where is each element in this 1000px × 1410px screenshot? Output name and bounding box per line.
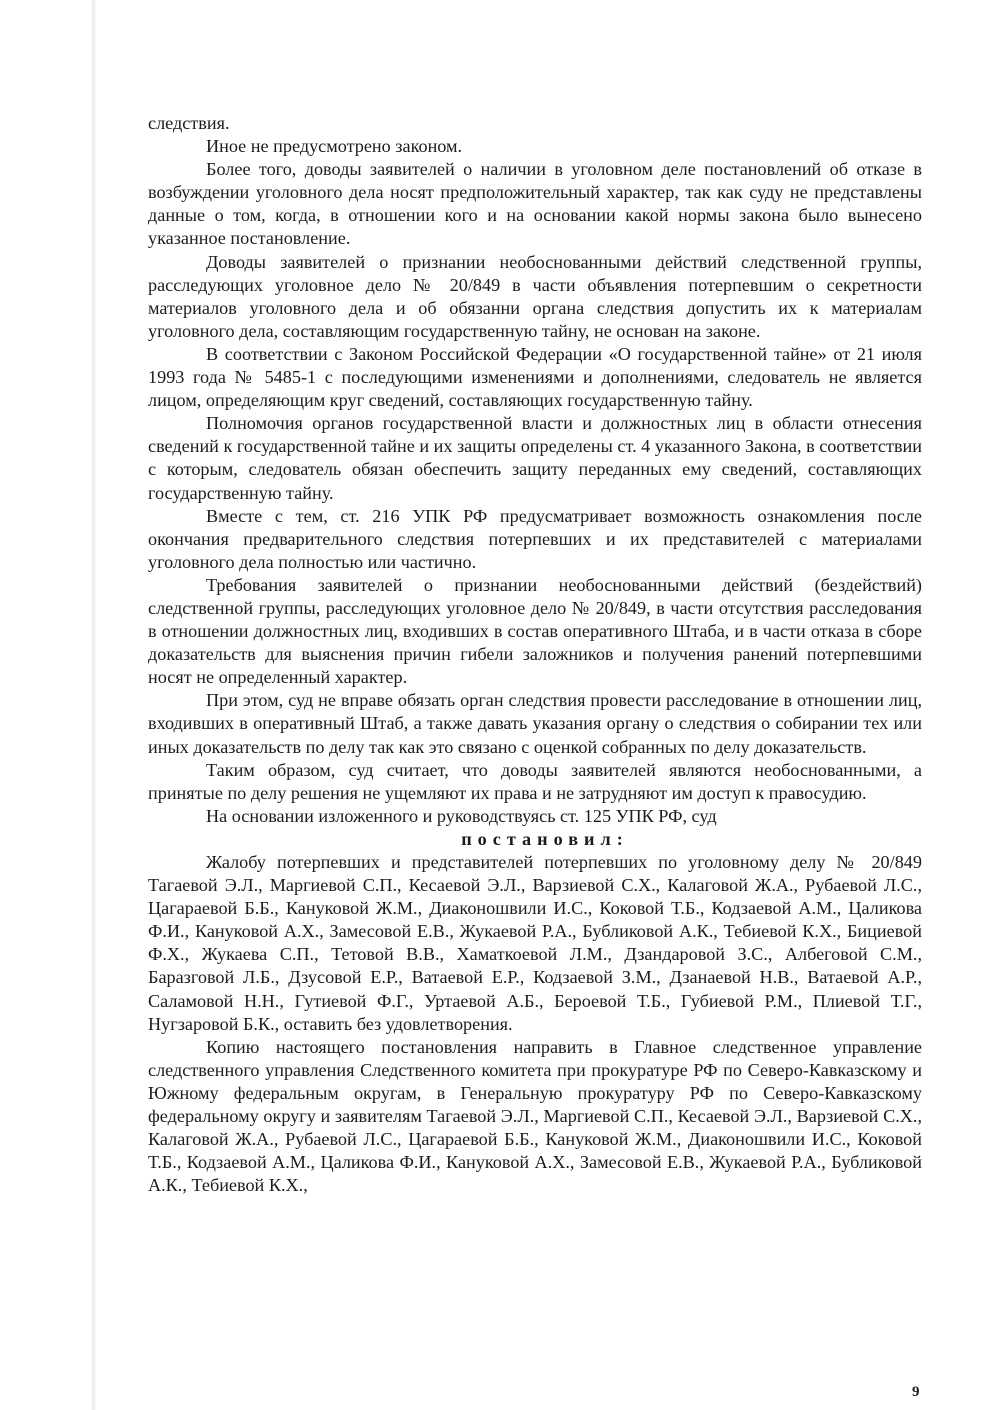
paragraph: Требования заявителей о признании необоснованными действий (бездействий) следственной группы, расследующих уголовное дело № 20/849, в части отсутствия расследования в отношении должностных лиц, входивших в состав оперативного Штаба, и в части отказа в сборе доказательств для выяснения причин гибели заложников и получения ранений потерпевшими носят не определенный характер. <box>148 574 922 688</box>
paragraph: Таким образом, суд считает, что доводы заявителей являются необоснованными, а принятые по делу решения не ущемляют их права и не затрудняют им доступ к правосудию. <box>148 759 922 803</box>
page-number: 9 <box>912 1384 920 1400</box>
document-page <box>148 112 922 1197</box>
paragraph: Иное не предусмотрено законом. <box>206 136 463 157</box>
resolution-paragraph: Копию настоящего постановления направить в Главное следственное управление следственного управления Следственного комитета при прокуратуре РФ по Северо-Кавказскому и Южному федеральным округам, в Генеральную прокуратуру РФ по Северо-Кавказскому федеральному округу и заявителям Тагаевой Э.Л., Маргиевой С.П., Кесаевой Э.Л., Варзиевой С.Х., Калаговой Ж.А., Рубаевой Л.С., Цагараевой Б.Б., Кануковой Ж.М., Диаконошвили И.С., Коковой Т.Б., Кодзаевой А.М., Цаликова Ф.И., Кануковой А.Х., Замесовой Е.В., Жукаевой Р.А., Бубликовой А.К., Тебиевой К.Х., <box>148 1036 922 1196</box>
paragraph: В соответствии с Законом Российской Федерации «О государственной тайне» от 21 июля 1993 года № 5485-1 с последующими изменениями и дополнениями, следователь не является лицом, определяющим круг сведений, составляющих государственную тайну. <box>148 343 922 411</box>
paragraph: На основании изложенного и руководствуясь ст. 125 УПК РФ, суд <box>206 805 717 826</box>
resolution-heading: постановил: <box>461 828 629 849</box>
paragraph: Полномочия органов государственной власти и должностных лиц в области отнесения сведений к государственной тайне и их защиты определены ст. 4 указанного Закона, в соответствии с которым, следователь обязан обеспечить защиту переданных ему сведений, составляющих государственную тайну. <box>148 413 922 503</box>
scan-edge-shadow <box>92 0 96 1410</box>
paragraph: При этом, суд не вправе обязать орган следствия провести расследование в отношении лиц, входивших в оперативный Штаб, а также давать указания органу о следствия о собирании тех или иных доказательств по делу так как это связано с оценкой собранных по делу доказательств. <box>148 690 922 757</box>
paragraph: Вместе с тем, ст. 216 УПК РФ предусматривает возможность ознакомления после окончания предварительного следствия потерпевших и их представителей с материалами уголовного дела полностью или частично. <box>148 505 922 572</box>
paragraph: Более того, доводы заявителей о наличии в уголовном деле постановлений об отказе в возбуждении уголовного дела носят предположительный характер, так как суду не представлены данные о том, когда, в отношении кого и на основании какой нормы закона было вынесено указанное постановление. <box>148 159 922 249</box>
paragraph: Доводы заявителей о признании необоснованными действий следственной группы, расследующих уголовное дело № 20/849 в части объявления потерпевшим о секретности материалов уголовного дела и об обязанни органа следствия допустить их к материалам уголовного дела, составляющим государственную тайну, не основан на законе. <box>148 251 922 341</box>
resolution-paragraph: Жалобу потерпевших и представителей потерпевших по уголовному делу № 20/849 Тагаевой Э.Л., Маргиевой С.П., Кесаевой Э.Л., Варзиевой С.Х., Калаговой Ж.А., Рубаевой Л.С., Цагараевой Б.Б., Кануковой Ж.М., Диаконошвили И.С., Коковой Т.Б., Кодзаевой А.М., Цаликова Ф.И., Кануковой А.Х., Замесовой Е.В., Жукаевой Р.А., Бубликовой А.К., Тебиевой К.Х., Бициевой Ф.Х., Жукаева С.П., Тетовой В.В., Хаматкоевой Л.М., Дзандаровой З.С., Албеговой С.М., Баразговой Л.Б., Дзусовой Е.Р., Ватаевой Е.Р., Кодзаевой З.М., Дзанаевой Н.В., Ватаевой А.Р., Саламовой Н.Н., Гутиевой Ф.Г., Уртаевой А.Б., Бероевой Т.Б., Губиевой Р.М., Плиевой Т.Г., Нугзаровой Б.К., оставить без удовлетворения. <box>148 852 922 1034</box>
paragraph-continuation: следствия. <box>148 113 230 133</box>
